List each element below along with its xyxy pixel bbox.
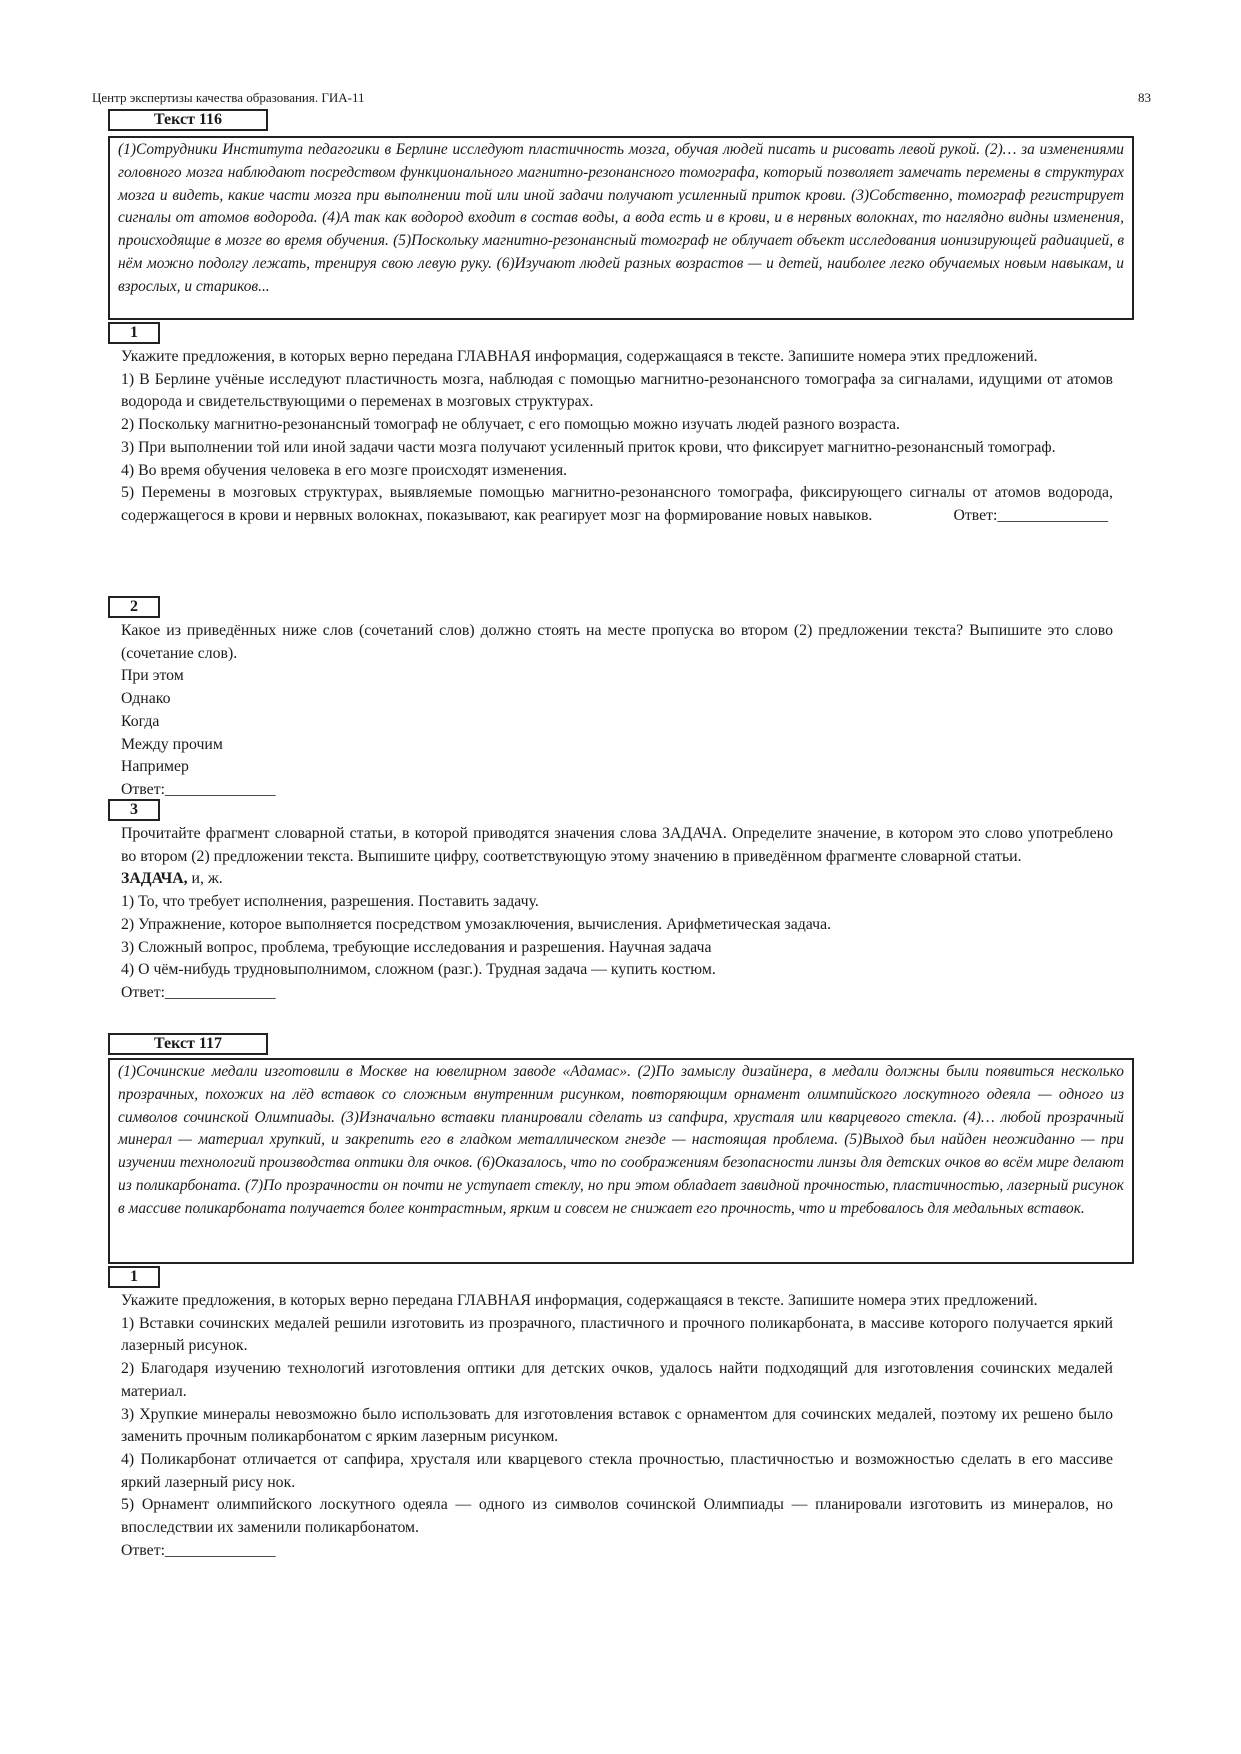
answer-option: 4) Поликарбонат отличается от сапфира, хрусталя или кварцевого стекла прочностью, пластичностью и возможностью сделать в его массиве яркий лазерный рису нок.	[121, 1450, 1113, 1491]
question-prompt: Какое из приведённых ниже слов (сочетаний слов) должно стоять на месте пропуска во втором (2) предложении текста? Выпишите это слово (сочетание слов).	[121, 622, 1113, 662]
answer-field[interactable]: Ответ:______________	[121, 1541, 276, 1559]
text-117-q1-number: 1	[108, 1266, 160, 1288]
answer-option: Например	[121, 758, 189, 776]
question-prompt: Укажите предложения, в которых верно передана ГЛАВНАЯ информация, содержащаяся в тексте. Запишите номера этих предложений.	[121, 348, 1038, 365]
answer-option: Между прочим	[121, 735, 223, 753]
answer-option: 5) Перемены в мозговых структурах, выявляемые помощью магнитно-резонансного томографа, фиксирующего сигналы от атомов водорода, содержащегося в крови и нервных волокнах, показывают, как реагирует мозг на формирование новых навыков.	[121, 484, 1113, 524]
text-116-q3-number: 3	[108, 799, 160, 821]
text-116-q3	[121, 823, 1113, 1005]
answer-option: 5) Орнамент олимпийского лоскутного одеяла — одного из символов сочинской Олимпиады — планировали изготовить из минералов, но впоследствии их заменили поликарбонатом.	[121, 1496, 1113, 1537]
answer-field[interactable]: Ответ:______________	[121, 983, 276, 1001]
page-header-title: Центр экспертизы качества образования. ГИА-11	[92, 90, 365, 105]
text-117-q1	[121, 1290, 1113, 1562]
text-116-q1-number: 1	[108, 322, 160, 344]
answer-field[interactable]: Ответ:______________	[953, 506, 1108, 524]
text-116-q2	[121, 620, 1113, 802]
text-116-passage: (1)Сотрудники Института педагогики в Берлине исследуют пластичность мозга, обучая людей писать и рисовать левой рукой. (2)… за изменениями головного мозга наблюдают посредством функционального магнитно-резонансного томографа, который позволяет замечать перемены в структурах мозга и видеть, какие части мозга при выполнении той или иной задачи получают усиленный приток крови. (3)Собственно, томограф регистрирует сигналы от атомов водорода. (4)А так как водород входит в состав воды, а вода есть и в крови, и в нервных волокнах, то наглядно видны изменения, происходящие в мозге во время обучения. (5)Поскольку магнитно-резонансный томограф не облучает объект исследования ионизирующей радиацией, в нём можно подолгу лежать, тренируя свою левую руку. (6)Изучают людей разных возрастов — и детей, наиболее легко обучаемых новым навыкам, и взрослых, и стариков...	[108, 136, 1134, 320]
answer-option: 2) Упражнение, которое выполняется посредством умозаключения, вычисления. Арифметическая задача.	[121, 915, 832, 933]
answer-option: 1) В Берлине учёные исследуют пластичность мозга, наблюдая с помощью магнитно-резонансного томографа за сигналами, идущими от атомов водорода и свидетельствующими о переменах в мозговых структурах.	[121, 370, 1113, 411]
answer-option: 2) Благодаря изучению технологий изготовления оптики для детских очков, удалось найти подходящий для изготовления сочинских медалей материал.	[121, 1360, 1113, 1400]
answer-option: Когда	[121, 712, 160, 730]
answer-option: 4) Во время обучения человека в его мозге происходят изменения.	[121, 461, 568, 479]
text-117-label: Текст 117	[108, 1033, 268, 1055]
page-number: 83	[1138, 90, 1151, 105]
answer-option: 3) При выполнении той или иной задачи части мозга получают усиленный приток крови, что фиксирует магнитно-резонансный томограф.	[121, 438, 1056, 456]
entry-word: ЗАДАЧА,	[121, 870, 188, 888]
answer-option: Однако	[121, 690, 171, 708]
answer-option: 3) Хрупкие минералы невозможно было использовать для изготовления вставок с орнаментом для сочинских медалей, поэтому их решено было заменить прочным поликарбонатом с ярким лазерным рисунком.	[121, 1405, 1113, 1446]
dictionary-entry-head	[121, 868, 1113, 891]
answer-option: При этом	[121, 667, 184, 685]
answer-field[interactable]: Ответ:______________	[121, 780, 276, 798]
text-116-q1	[121, 346, 1113, 528]
answer-option: 1) То, что требует исполнения, разрешения. Поставить задачу.	[121, 893, 539, 911]
answer-option: 2) Поскольку магнитно-резонансный томограф не облучает, с его помощью можно изучать людей разного возраста.	[121, 416, 900, 434]
text-116-q2-number: 2	[108, 596, 160, 618]
question-prompt: Укажите предложения, в которых верно передана ГЛАВНАЯ информация, содержащаяся в тексте. Запишите номера этих предложений.	[121, 1292, 1038, 1309]
text-117-passage: (1)Сочинские медали изготовили в Москве на ювелирном заводе «Адамас». (2)По замыслу дизайнера, в медали должны были появиться несколько прозрачных, похожих на лёд вставок со сложным внутренним рисунком, повторяющим орнамент олимпийского лоскутного одеяла — одного из символов сочинской Олимпиады. (3)Изначально вставки планировали сделать из сапфира, хрусталя или кварцевого стекла. (4)… любой прозрачный минерал — материал хрупкий, и закрепить его в гладком металлическом гнезде — настоящая проблема. (5)Выход был найден неожиданно — при изучении технологий производства оптики для очков. (6)Оказалось, что по соображениям безопасности линзы для детских очков во всём мире делают из поликарбоната. (7)По прозрачности он почти не уступает стеклу, но при этом обладает завидной прочностью, пластичностью, лазерный рисунок в массиве поликарбоната получается более контрастным, ярким и совсем не снижает его прочность, что и требовалось для медальных вставок.	[108, 1058, 1134, 1264]
answer-option: 3) Сложный вопрос, проблема, требующие исследования и разрешения. Научная задача	[121, 938, 712, 956]
question-prompt: Прочитайте фрагмент словарной статьи, в которой приводятся значения слова ЗАДАЧА. Определите значение, в котором это слово употреблено во втором (2) предложении текста. Выпишите цифру, соответствующую этому значению в приведённом фрагменте словарной статьи.	[121, 825, 1113, 865]
answer-option: 1) Вставки сочинских медалей решили изготовить из прозрачного, пластичного и прочного поликарбоната, в массиве которого получается яркий лазерный рисунок.	[121, 1314, 1113, 1355]
entry-grammar: и, ж.	[187, 870, 223, 888]
text-116-label: Текст 116	[108, 109, 268, 131]
answer-option: 4) О чём-нибудь трудновыполнимом, сложном (разг.). Трудная задача — купить костюм.	[121, 961, 716, 979]
